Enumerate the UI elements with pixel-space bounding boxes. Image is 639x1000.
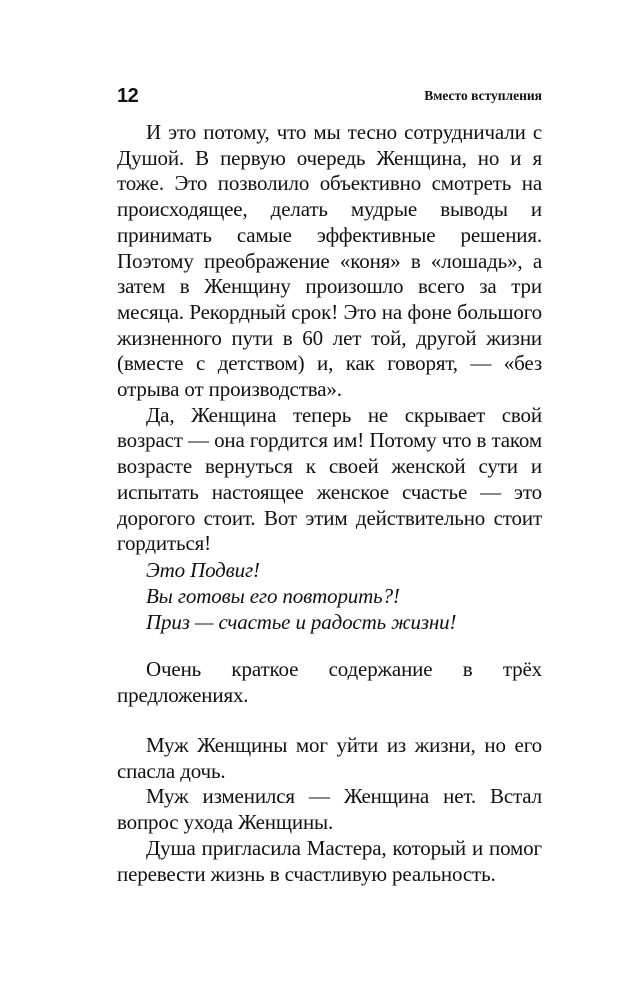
summary-intro	[117, 657, 542, 708]
paragraph: Муж Женщины мог уйти из жизни, но его спасла дочь.	[117, 733, 542, 783]
section-title: Вместо вступления	[424, 88, 542, 103]
italic-line: Приз — счастье и радость жизни!	[146, 610, 457, 634]
paragraph: И это потому, что мы тесно сотрудничали с Душой. В первую очередь Женщина, но и я тоже. Это позволило объективно смотреть на происходящее, делать мудрые выводы и принимать самые эффективные решения. Поэтому преображение «коня» в «лошадь», а затем в Женщину произошло всего за три месяца. Рекордный срок! Это на фоне большого жизненного пути в 60 лет той, другой жизни (вместе с детством) и, как говорят, — «без отрыва от производства».	[117, 120, 542, 402]
italic-line: Это Подвиг!	[146, 558, 260, 582]
paragraph: Очень краткое содержание в трёх предложениях.	[117, 657, 542, 707]
paragraph: Душа пригласила Мастера, который и помог перевести жизнь в счастливую реальность.	[117, 835, 542, 886]
summary-text	[117, 733, 542, 887]
main-text	[117, 120, 542, 557]
paragraph: Да, Женщина теперь не скрывает свой возраст — она гордится им! Потому что в таком возрасте вернуться к своей женской сути и испытать настоящее женское счастье — это дорогого стоит. Вот этим действительно стоит гордиться!	[117, 402, 542, 556]
running-head	[117, 83, 542, 111]
paragraph: Муж изменился — Женщина нет. Встал вопрос ухода Женщины.	[117, 784, 542, 835]
page-number: 12	[117, 85, 139, 107]
italic-highlight	[117, 557, 542, 635]
italic-line: Вы готовы его повторить?!	[146, 584, 400, 608]
